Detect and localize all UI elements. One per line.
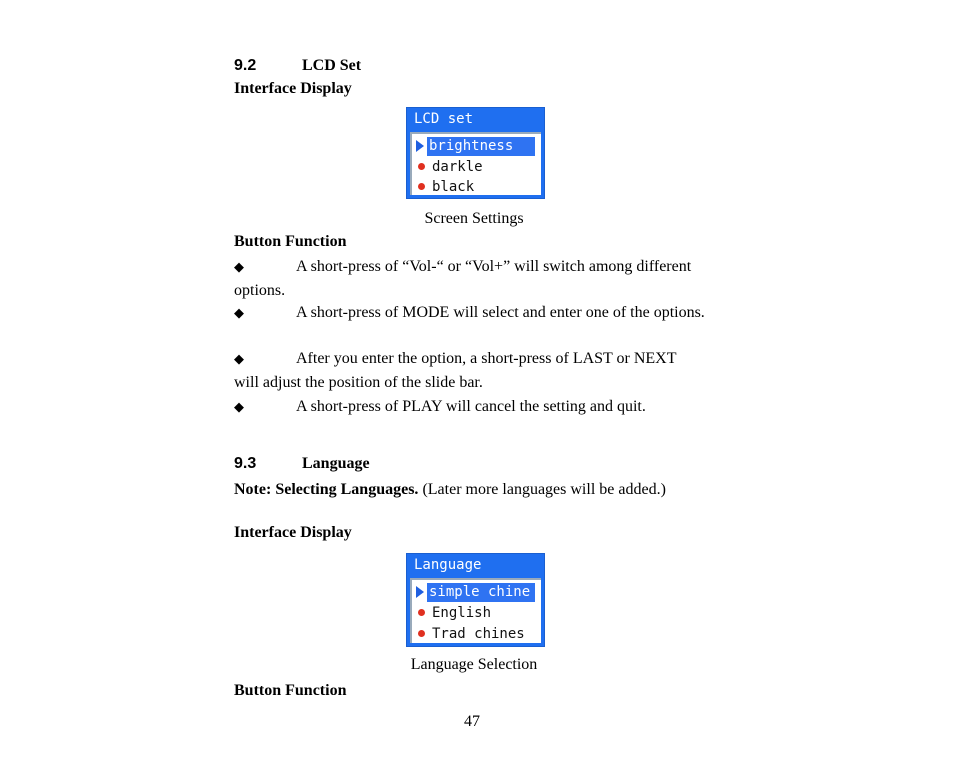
- lcd-option[interactable]: darkle: [414, 158, 483, 177]
- section-number: 9.3: [234, 455, 257, 472]
- selection-arrow-icon: [416, 140, 424, 152]
- interface-display-heading: Interface Display: [234, 80, 352, 97]
- note-paragraph: [234, 478, 704, 501]
- red-dot-icon: [418, 163, 425, 170]
- figure-caption: Screen Settings: [424, 210, 524, 227]
- bullet-item: ◆ A short-press of MODE will select and enter one of the options.: [234, 301, 724, 325]
- language-menu-panel: [410, 578, 541, 643]
- bullet-item: ◆ A short-press of PLAY will cancel the setting and quit.: [234, 395, 754, 419]
- bullet-item: ◆ A short-press of “Vol-“ or “Vol+” will switch among different options.: [234, 258, 692, 299]
- button-function-heading: Button Function: [234, 682, 347, 699]
- language-screen-title: Language: [414, 557, 482, 573]
- lcd-option[interactable]: black: [414, 178, 474, 197]
- note-text: (Later more languages will be added.): [418, 481, 666, 498]
- note-label: Note: Selecting Languages.: [234, 481, 419, 498]
- language-option[interactable]: English: [414, 604, 491, 623]
- page-number: 47: [464, 713, 480, 730]
- figure-caption: Language Selection: [410, 656, 538, 673]
- language-option[interactable]: Trad chines: [414, 625, 525, 644]
- section-number: 9.2: [234, 57, 257, 74]
- section-heading-9-2: [234, 57, 361, 75]
- bullet-item: ◆ After you enter the option, a short-press of LAST or NEXT will adjust the position of the slide bar.: [234, 350, 677, 391]
- red-dot-icon: [418, 609, 425, 616]
- lcd-set-screen: [406, 107, 545, 199]
- lcd-option-selected[interactable]: brightness: [414, 137, 535, 156]
- language-screen: [406, 553, 545, 647]
- lcd-menu-panel: [410, 132, 541, 195]
- diamond-bullet-icon: ◆: [234, 352, 244, 367]
- section-title: LCD Set: [302, 57, 362, 74]
- diamond-bullet-icon: ◆: [234, 306, 244, 321]
- section-heading-9-3: [234, 455, 370, 473]
- red-dot-icon: [418, 630, 425, 637]
- interface-display-heading: Interface Display: [234, 524, 352, 541]
- button-function-heading: Button Function: [234, 233, 347, 250]
- lcd-screen-title: LCD set: [414, 111, 474, 127]
- language-option-selected[interactable]: simple chine: [414, 583, 535, 602]
- section-title: Language: [302, 455, 370, 472]
- red-dot-icon: [418, 183, 425, 190]
- diamond-bullet-icon: ◆: [234, 400, 244, 415]
- diamond-bullet-icon: ◆: [234, 260, 244, 275]
- selection-arrow-icon: [416, 586, 424, 598]
